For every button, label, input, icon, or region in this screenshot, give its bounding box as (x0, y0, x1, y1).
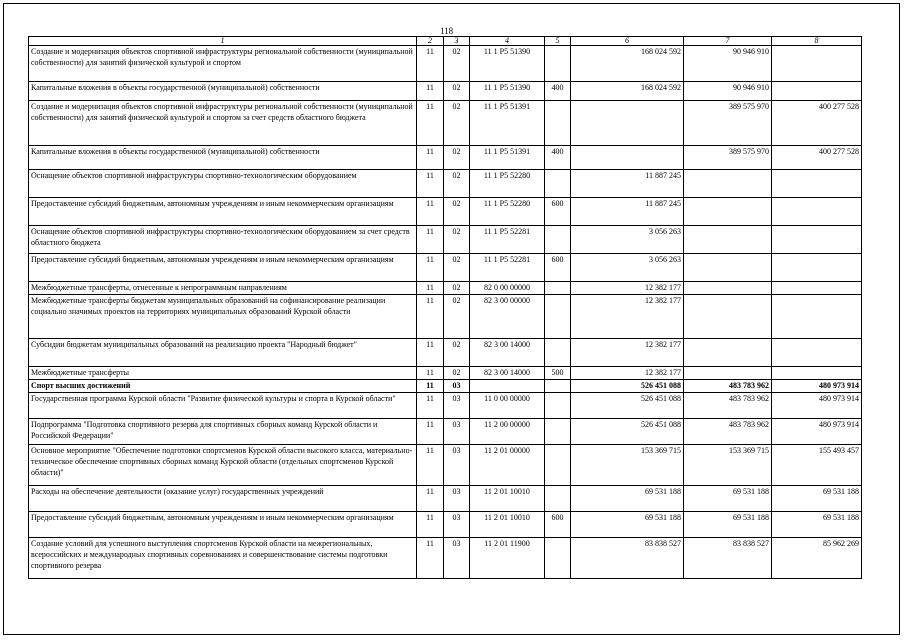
row-name: Оснащение объектов спортивной инфраструктуры спортивно-технологическим оборудованием за счет средств областного бюджета (29, 226, 417, 254)
row-expense-type (545, 445, 571, 486)
row-target-article: 11 1 P5 52280 (470, 198, 545, 226)
row-section: 11 (417, 146, 444, 170)
column-header: 3 (444, 37, 470, 46)
row-amount-1: 12 382 177 (571, 282, 684, 295)
row-amount-3: 480 973 914 (772, 419, 862, 445)
row-expense-type: 600 (545, 512, 571, 538)
row-target-article: 82 3 00 00000 (470, 295, 545, 339)
table-row (29, 393, 862, 419)
row-amount-3 (772, 170, 862, 198)
row-amount-3 (772, 295, 862, 339)
row-amount-2 (684, 295, 772, 339)
table-row (29, 82, 862, 101)
row-amount-1: 3 056 263 (571, 226, 684, 254)
row-subsection: 02 (444, 146, 470, 170)
row-subsection: 02 (444, 367, 470, 380)
row-name: Предоставление субсидий бюджетным, автономным учреждениям и иным некоммерческим организациям (29, 512, 417, 538)
row-subsection: 02 (444, 198, 470, 226)
row-expense-type (545, 46, 571, 82)
row-target-article: 82 0 00 00000 (470, 282, 545, 295)
row-expense-type (545, 486, 571, 512)
row-amount-1: 526 451 088 (571, 419, 684, 445)
row-expense-type (545, 393, 571, 419)
row-target-article (470, 380, 545, 393)
table-row (29, 198, 862, 226)
row-amount-2 (684, 367, 772, 380)
table-row (29, 46, 862, 82)
row-name: Межбюджетные трансферты (29, 367, 417, 380)
row-expense-type: 500 (545, 367, 571, 380)
table-row (29, 486, 862, 512)
table-body (29, 46, 862, 579)
column-header: 5 (545, 37, 571, 46)
row-amount-2: 483 783 962 (684, 419, 772, 445)
row-amount-1: 168 024 592 (571, 46, 684, 82)
row-amount-2 (684, 282, 772, 295)
row-expense-type (545, 170, 571, 198)
row-amount-2: 90 946 910 (684, 46, 772, 82)
row-name: Основное мероприятие "Обеспечение подготовки спортсменов Курской области высокого класса, материально-техническое обеспечение спортивных сборных команд Курской области (отдельных спортсменов Курской области)" (29, 445, 417, 486)
column-header: 8 (772, 37, 862, 46)
row-subsection: 02 (444, 170, 470, 198)
row-amount-2 (684, 198, 772, 226)
row-subsection: 03 (444, 486, 470, 512)
row-section: 11 (417, 393, 444, 419)
page-number: 118 (440, 26, 454, 36)
row-amount-2: 483 783 962 (684, 380, 772, 393)
row-section: 11 (417, 419, 444, 445)
row-amount-3: 85 962 269 (772, 538, 862, 579)
row-section: 11 (417, 339, 444, 367)
row-target-article: 11 2 01 10010 (470, 486, 545, 512)
row-section: 11 (417, 367, 444, 380)
row-target-article: 11 1 P5 51390 (470, 82, 545, 101)
row-name: Спорт высших достижений (29, 380, 417, 393)
row-expense-type (545, 380, 571, 393)
row-subsection: 03 (444, 380, 470, 393)
row-section: 11 (417, 486, 444, 512)
table-row (29, 419, 862, 445)
table-row (29, 339, 862, 367)
row-amount-3: 480 973 914 (772, 380, 862, 393)
row-expense-type (545, 295, 571, 339)
row-amount-3: 69 531 188 (772, 512, 862, 538)
row-amount-1 (571, 146, 684, 170)
row-subsection: 03 (444, 393, 470, 419)
row-name: Субсидии бюджетам муниципальных образований на реализацию проекта "Народный бюджет" (29, 339, 417, 367)
row-amount-2: 389 575 970 (684, 146, 772, 170)
table-row (29, 282, 862, 295)
row-amount-2: 389 575 970 (684, 101, 772, 146)
row-target-article: 11 1 P5 52280 (470, 170, 545, 198)
row-name: Оснащение объектов спортивной инфраструктуры спортивно-технологическим оборудованием (29, 170, 417, 198)
column-header: 2 (417, 37, 444, 46)
row-amount-3: 400 277 528 (772, 101, 862, 146)
row-section: 11 (417, 295, 444, 339)
row-name: Создание условий для успешного выступления спортсменов Курской области на межрегиональных, всероссийских и международных спортивных соревнованиях и совершенствование системы подготовки спортивного резерва (29, 538, 417, 579)
table-row (29, 380, 862, 393)
row-amount-2: 69 531 188 (684, 512, 772, 538)
row-amount-1: 153 369 715 (571, 445, 684, 486)
row-target-article: 11 0 00 00000 (470, 393, 545, 419)
row-target-article: 82 3 00 14000 (470, 339, 545, 367)
table-row (29, 538, 862, 579)
row-section: 11 (417, 254, 444, 282)
row-subsection: 02 (444, 282, 470, 295)
row-subsection: 03 (444, 419, 470, 445)
row-name: Предоставление субсидий бюджетным, автономным учреждениям и иным некоммерческим организациям (29, 198, 417, 226)
table-row (29, 101, 862, 146)
row-amount-1: 12 382 177 (571, 339, 684, 367)
row-name: Подпрограмма "Подготовка спортивного резерва для спортивных сборных команд Курской области и Российской Федерации" (29, 419, 417, 445)
table-row (29, 170, 862, 198)
column-header: 6 (571, 37, 684, 46)
row-amount-3 (772, 367, 862, 380)
row-expense-type: 600 (545, 254, 571, 282)
row-expense-type (545, 101, 571, 146)
row-name: Предоставление субсидий бюджетным, автономным учреждениям и иным некоммерческим организациям (29, 254, 417, 282)
row-target-article: 11 2 00 00000 (470, 419, 545, 445)
row-amount-3 (772, 226, 862, 254)
row-expense-type (545, 419, 571, 445)
column-header: 7 (684, 37, 772, 46)
row-amount-2: 69 531 188 (684, 486, 772, 512)
row-name: Создание и модернизация объектов спортивной инфраструктуры региональной собственности (муниципальной собственности) для занятий физической культурой и спортом за счет средств областного бюджета (29, 101, 417, 146)
row-section: 11 (417, 380, 444, 393)
row-amount-1: 526 451 088 (571, 393, 684, 419)
row-amount-2: 483 783 962 (684, 393, 772, 419)
row-amount-2: 83 838 527 (684, 538, 772, 579)
row-amount-3: 480 973 914 (772, 393, 862, 419)
row-amount-2 (684, 226, 772, 254)
row-target-article: 11 1 P5 51391 (470, 101, 545, 146)
row-section: 11 (417, 101, 444, 146)
row-subsection: 02 (444, 339, 470, 367)
row-amount-3: 69 531 188 (772, 486, 862, 512)
row-amount-1: 12 382 177 (571, 367, 684, 380)
row-subsection: 03 (444, 512, 470, 538)
header-row (29, 37, 862, 46)
column-header: 1 (29, 37, 417, 46)
row-subsection: 02 (444, 82, 470, 101)
row-amount-1 (571, 101, 684, 146)
row-expense-type (545, 339, 571, 367)
row-amount-1: 11 887 245 (571, 198, 684, 226)
row-name: Межбюджетные трансферты, отнесенные к непрограммным направлениям (29, 282, 417, 295)
row-subsection: 02 (444, 226, 470, 254)
row-name: Межбюджетные трансферты бюджетам муниципальных образований на софинансирование реализации социально значимых проектов на территориях муниципальных образований Курской области (29, 295, 417, 339)
row-amount-3: 155 493 457 (772, 445, 862, 486)
row-target-article: 11 1 P5 51390 (470, 46, 545, 82)
row-section: 11 (417, 282, 444, 295)
row-expense-type (545, 226, 571, 254)
row-name: Создание и модернизация объектов спортивной инфраструктуры региональной собственности (муниципальной собственности) для занятий физической культурой и спортом (29, 46, 417, 82)
row-target-article: 11 2 01 00000 (470, 445, 545, 486)
row-name: Расходы на обеспечение деятельности (оказание услуг) государственных учреждений (29, 486, 417, 512)
row-amount-2: 153 369 715 (684, 445, 772, 486)
row-amount-3 (772, 254, 862, 282)
row-amount-1: 168 024 592 (571, 82, 684, 101)
row-target-article: 11 2 01 10010 (470, 512, 545, 538)
row-amount-1: 11 887 245 (571, 170, 684, 198)
row-expense-type (545, 538, 571, 579)
row-amount-3 (772, 198, 862, 226)
row-amount-3 (772, 339, 862, 367)
row-section: 11 (417, 512, 444, 538)
row-amount-1: 83 838 527 (571, 538, 684, 579)
row-section: 11 (417, 46, 444, 82)
row-amount-3 (772, 46, 862, 82)
row-amount-3: 400 277 528 (772, 146, 862, 170)
row-expense-type (545, 282, 571, 295)
row-section: 11 (417, 82, 444, 101)
row-section: 11 (417, 226, 444, 254)
table-row (29, 254, 862, 282)
row-subsection: 02 (444, 46, 470, 82)
row-amount-2: 90 946 910 (684, 82, 772, 101)
row-amount-2 (684, 170, 772, 198)
table-row (29, 367, 862, 380)
row-target-article: 82 3 00 14000 (470, 367, 545, 380)
row-name: Капитальные вложения в объекты государственной (муниципальной) собственности (29, 82, 417, 101)
row-subsection: 03 (444, 538, 470, 579)
row-section: 11 (417, 170, 444, 198)
budget-table (28, 36, 862, 579)
row-amount-1: 3 056 263 (571, 254, 684, 282)
row-target-article: 11 1 P5 52281 (470, 226, 545, 254)
row-amount-1: 526 451 088 (571, 380, 684, 393)
table-row (29, 512, 862, 538)
row-target-article: 11 2 01 11900 (470, 538, 545, 579)
row-subsection: 02 (444, 254, 470, 282)
row-expense-type: 400 (545, 146, 571, 170)
row-subsection: 02 (444, 101, 470, 146)
row-section: 11 (417, 538, 444, 579)
row-amount-1: 12 382 177 (571, 295, 684, 339)
table-row (29, 226, 862, 254)
row-target-article: 11 1 P5 52281 (470, 254, 545, 282)
row-subsection: 03 (444, 445, 470, 486)
table-row (29, 146, 862, 170)
row-amount-3 (772, 282, 862, 295)
table-row (29, 295, 862, 339)
row-expense-type: 400 (545, 82, 571, 101)
table-row (29, 445, 862, 486)
row-name: Капитальные вложения в объекты государственной (муниципальной) собственности (29, 146, 417, 170)
row-amount-2 (684, 254, 772, 282)
row-amount-1: 69 531 188 (571, 512, 684, 538)
row-expense-type: 600 (545, 198, 571, 226)
row-amount-1: 69 531 188 (571, 486, 684, 512)
row-subsection: 02 (444, 295, 470, 339)
row-target-article: 11 1 P5 51391 (470, 146, 545, 170)
row-name: Государственная программа Курской области "Развитие физической культуры и спорта в Курской области" (29, 393, 417, 419)
row-section: 11 (417, 445, 444, 486)
row-section: 11 (417, 198, 444, 226)
row-amount-3 (772, 82, 862, 101)
row-amount-2 (684, 339, 772, 367)
column-header: 4 (470, 37, 545, 46)
